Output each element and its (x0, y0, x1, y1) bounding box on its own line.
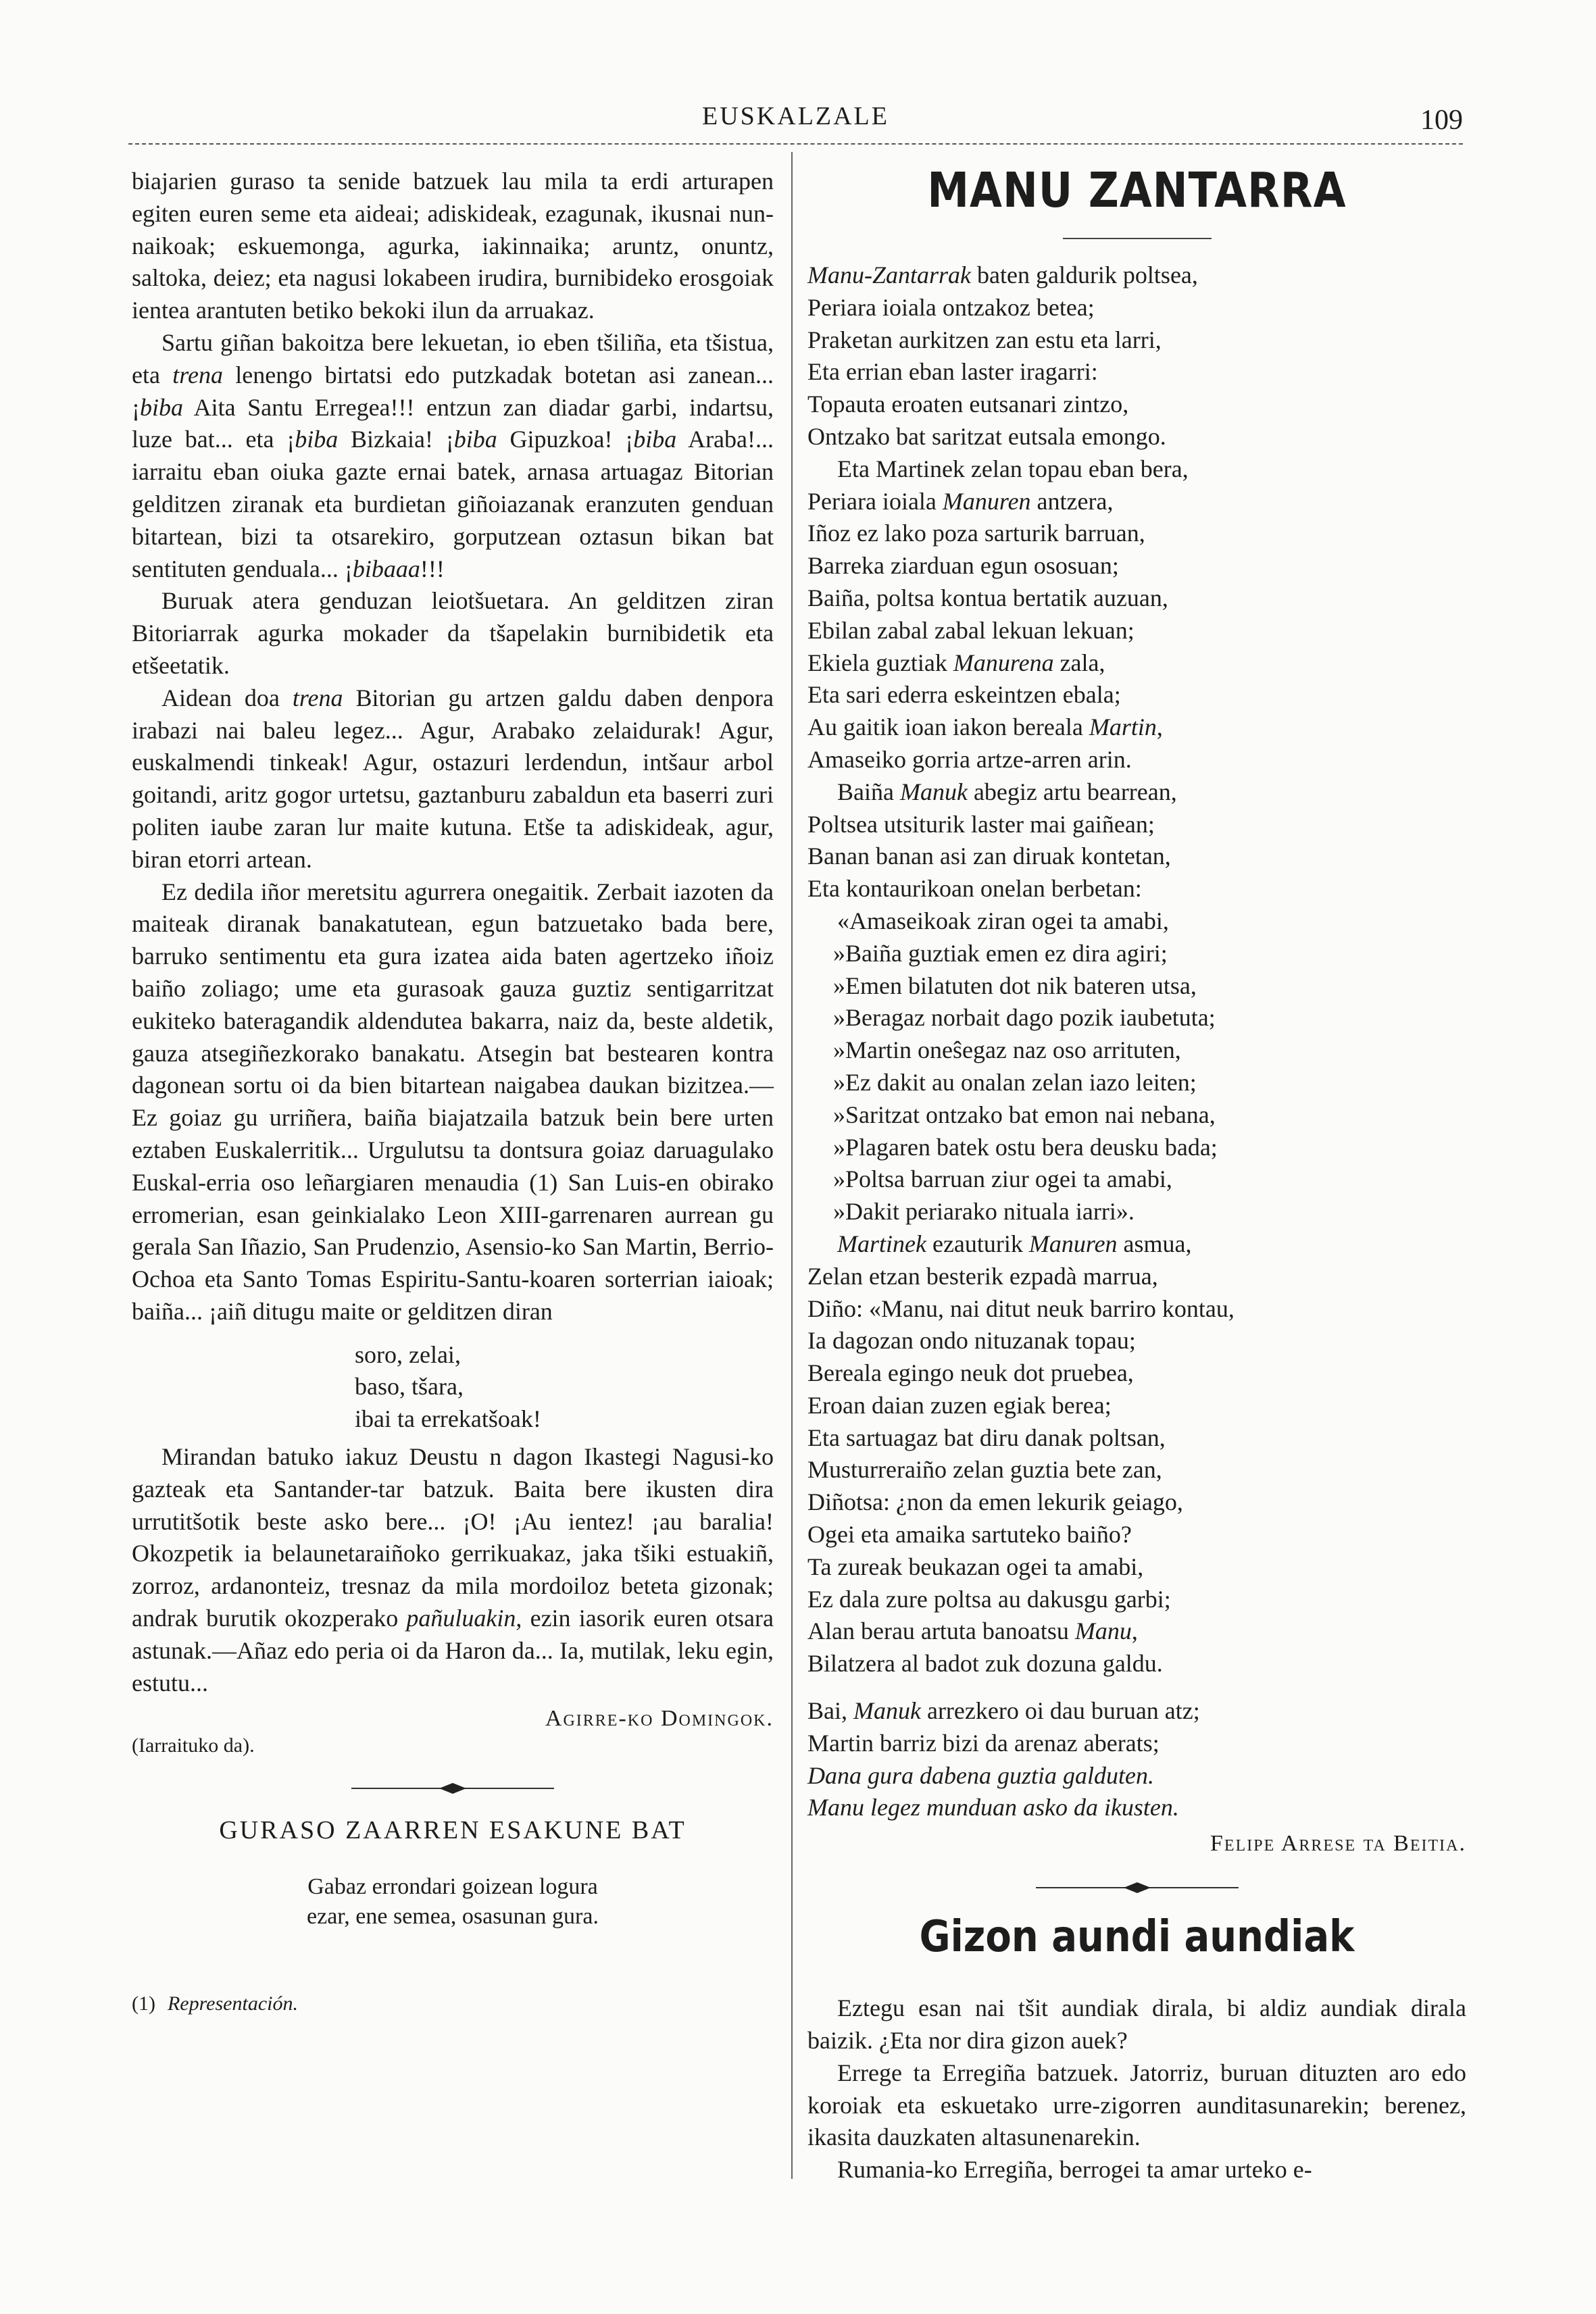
poem-line: Eta Martinek zelan topau eban bera, (837, 455, 1189, 482)
proverb-line: Gabaz errondari goizean logura (307, 1874, 598, 1900)
ornament-divider (132, 1782, 774, 1795)
paragraph: Rumania-ko Erregiña, berrogei ta amar urteko e- (837, 2156, 1312, 2184)
poem-line: Bai, Manuk arrezkero oi dau buruan atz; (807, 1697, 1200, 1725)
poem-line: Barreka ziarduan egun ososuan; (807, 552, 1119, 580)
paragraph: Aidean doa trena Bitorian gu artzen galdu daben denpora irabazi nai baleu legez... Agur, Arabako zelaidurak! Agur, euskalmendi tinkeak! Agur, ostazuri lerdendun, intšaur arbol goitandi, aritz gogor urtetsu, gaztanburu zabaldun eta baserri zuri politen iaube zaran lur maite kutuna. Etše ta adiskideak, agur, biran etorri artean. (132, 684, 774, 873)
paragraph: Sartu giñan bakoitza bere lekuetan, io eben tšiliña, eta tšistua, eta trena lenengo birtatsi edo putzkadak botetan asi zanean... ¡biba Aita Santu Erregea!!! entzun zan diadar garbi, indartsu, luze bat... eta ¡biba Bizkaia! ¡biba Gipuzkoa! ¡biba Araba!... iarraitu eban oiuka gazte ernai batek, arnasa artuagaz Bitorian gelditzen ziranak eta burdietan giñoiazanak eranzuten genduan bitartean, bizi ta otsarekiro, gorputzean oztasun bikan bat sentituten genduala... ¡bibaaa!!! (132, 328, 774, 582)
running-title: EUSKALZALE (702, 102, 889, 130)
page-number: 109 (1420, 105, 1463, 136)
poem-line: »Emen bilatuten dot nik bateren utsa, (833, 972, 1197, 999)
paragraph: Buruak atera genduzan leiotšuetara. An gelditzen ziran Bitoriarrak agurka mokader da tšapelakin burnibidetik eta etšeetatik. (132, 587, 774, 679)
poem-line: Ta zureak beukazan ogei ta amabi, (807, 1553, 1144, 1580)
poem-line: Baiña, poltsa kontua bertatik auzuan, (807, 584, 1168, 611)
poem-line: Manu-Zantarrak baten galdurik poltsea, (807, 261, 1198, 288)
poem-line: Ekiela guztiak Manurena zala, (807, 649, 1105, 676)
proverb-line: ezar, ene semea, osasunan gura. (307, 1904, 599, 1930)
paragraph: Eztegu esan nai tšit aundiak dirala, bi aldiz aundiak dirala baizik. ¿Eta nor dira gizon auek? (807, 1994, 1466, 2055)
paragraph: biajarien guraso ta senide batzuek lau mila ta erdi arturapen egiten euren seme eta aideai; adiskideak, ezagunak, ikusnai nun-naikoak; eskuemonga, agurka, iakinnaika; aruntz, onuntz, saltoka, deiez; eta nagusi lokabeen irudira, burnibideko erosgoiak ientea arantuten betiko bekoki ilun da arruakaz. (132, 168, 774, 324)
paragraph: Mirandan batuko iakuz Deustu n dagon Ikastegi Nagusi-ko gazteak eta Santander-tar batzuk. Baita bere ikusten dira urrutitšotik beste asko bere... ¡O! ¡Au ientez! ¡au baralia! Okozpetik ia belaunetaraiñoko gerrikuakaz, jaka tšiki estuakiñ, zorroz, ardanonteiz, tresnaz da mila mordoiloz beteta gizonak; andrak burutik okozperako pañuluakin, ezin iasorik euren otsara astunak.—Añaz edo peria oi da Haron da... Ia, mutilak, leku egin, estutu... (132, 1443, 774, 1696)
article-title: Gizon aundi aundiak (919, 1911, 1355, 1963)
poem-line: Ontzako bat saritzat eutsala emongo. (807, 422, 1166, 450)
author-signature: Agirre-ko Domingok. (545, 1706, 774, 1732)
poem-line: »Ez dakit au onalan zelan iazo leiten; (833, 1068, 1197, 1096)
paragraph: Ez dedila iñor meretsitu agurrera onegaitik. Zerbait iazoten da maiteak diranak banakatutean, egun batzuetako bada bere, barruko sentimentu eta gura izatea aida baten agertzeko iñoiz baiño zoliago; ume eta gurasoak gauza guztiz sentigarritzat eukiteko bateragandik aldendutea bakarra, naiz da, beste aldetik, gauza atsegiñezkorako banakatu. Atsegin bat bestearen kontra dagonean sortu oi da bien bitartean naigabea daukan bizitzea.—Ez goiaz gu urriñera, baiña biajatzaila batzuk bein bere urten eztaben Euskalerritik... Urgulutsu ta dontsura goiaz daruagulako Euskal-erria oso leñargiaren menaudia (1) San Luis-en obirako erromerian, esan geinkialako Leon XIII-garrenaren aurrean gu gerala San Iñazio, San Prudenzio, Asensio-ko San Martin, Berrio-Ochoa eta Santo Tomas Espiritu-Santu-koaren sorterrian iaioak; baiña... ¡aiñ ditugu maite or gelditzen diran (132, 878, 774, 1325)
poem-line: Zelan etzan besterik ezpadà marrua, (807, 1262, 1158, 1290)
column-divider (791, 152, 793, 2179)
inline-verse (132, 1339, 774, 1436)
proverb (132, 1872, 774, 1932)
footnote: (1) Representación. (132, 1992, 298, 2015)
poem-line: «Amaseikoak ziran ogei ta amabi, (837, 907, 1169, 934)
verse-line: soro, zelai, (355, 1340, 461, 1368)
poem-line: »Saritzat ontzako bat emon nai nebana, (833, 1101, 1216, 1128)
poem-title: MANU ZANTARRA (927, 161, 1347, 219)
section-title: GURASO ZAARREN ESAKUNE BAT (219, 1816, 687, 1845)
poem-line: Manu legez munduan asko da ikusten. (807, 1794, 1179, 1821)
verse-line: baso, tšara, (355, 1373, 464, 1401)
poem-line: Banan banan asi zan diruak kontetan, (807, 842, 1171, 870)
poem (807, 259, 1466, 1824)
poem-line: Eta sartuagaz bat diru danak poltsan, (807, 1424, 1166, 1451)
poem-line: Bilatzera al badot zuk dozuna galdu. (807, 1650, 1163, 1678)
poem-line: Diño: «Manu, nai ditut neuk barriro kontau, (807, 1294, 1235, 1322)
poem-line: Musturreraiño zelan guztia bete zan, (807, 1456, 1162, 1484)
header-rule (128, 143, 1463, 145)
poem-line: Bereala egingo neuk dot pruebea, (807, 1359, 1134, 1387)
poem-line: Ogei eta amaika sartuteko baiño? (807, 1521, 1132, 1549)
poem-line: Eta errian eban laster iragarri: (807, 358, 1098, 386)
poem-line: Periara ioiala ontzakoz betea; (807, 293, 1095, 321)
page-header (128, 101, 1463, 149)
poem-line: Praketan aurkitzen zan estu eta larri, (807, 326, 1162, 353)
poem-line: Ebilan zabal zabal lekuan lekuan; (807, 616, 1134, 644)
poem-line: Diñotsa: ¿non da emen lekurik geiago, (807, 1488, 1183, 1516)
continuation-note: (Iarraituko da). (132, 1734, 255, 1757)
poem-line: Amaseiko gorria artze-arren arin. (807, 745, 1132, 773)
poem-line: Eroan daian zuzen egiak berea; (807, 1391, 1112, 1419)
poem-line: Eta kontaurikoan onelan berbetan: (807, 875, 1142, 903)
poem-line: Martin barriz bizi da arenaz aberats; (807, 1729, 1159, 1757)
left-column (132, 166, 774, 2015)
poem-line: »Martin oneŝegaz naz oso arrituten, (833, 1036, 1181, 1064)
right-column (807, 161, 1466, 2186)
title-rule (1063, 238, 1212, 239)
poem-line: Dana gura dabena guztia galduten. (807, 1761, 1154, 1789)
verse-line: ibai ta errekatšoak! (355, 1405, 541, 1433)
poem-line: Ez dala zure poltsa au dakusgu garbi; (807, 1585, 1171, 1613)
poem-line: »Plagaren batek ostu bera deusku bada; (833, 1133, 1218, 1161)
poem-line: Topauta eroaten eutsanari zintzo, (807, 391, 1129, 418)
poem-line: »Poltsa barruan ziur ogei ta amabi, (833, 1165, 1172, 1193)
ornament-divider (807, 1881, 1466, 1894)
poem-line: Ia dagozan ondo nituzanak topau; (807, 1327, 1136, 1355)
poem-line: Poltsea utsiturik laster mai gaiñean; (807, 810, 1155, 838)
poem-line: Iñoz ez lako poza sarturik barruan, (807, 520, 1145, 547)
poem-line: Martinek ezauturik Manuren asmua, (837, 1230, 1192, 1257)
poem-line: »Beragaz norbait dago pozik iaubetuta; (833, 1004, 1216, 1032)
poem-line: »Baiña guztiak emen ez dira agiri; (833, 939, 1168, 967)
poem-line: Au gaitik ioan iakon bereala Martin, (807, 713, 1163, 741)
author-signature: Felipe Arrese ta Beitia. (1210, 1831, 1466, 1857)
poem-line: Alan berau artuta banoatsu Manu, (807, 1617, 1138, 1645)
poem-line: »Dakit periarako nituala iarri». (833, 1198, 1134, 1226)
poem-line: Baiña Manuk abegiz artu bearrean, (837, 778, 1177, 805)
poem-line: Periara ioiala Manuren antzera, (807, 487, 1114, 515)
paragraph: Errege ta Erregiña batzuek. Jatorriz, buruan dituzten aro edo koroiak eta eskuetako urre-zigorren aunditasunarekin; berenez, ikasita dauzkaten altasunenarekin. (807, 2059, 1466, 2151)
poem-line: Eta sari ederra eskeintzen ebala; (807, 681, 1121, 709)
